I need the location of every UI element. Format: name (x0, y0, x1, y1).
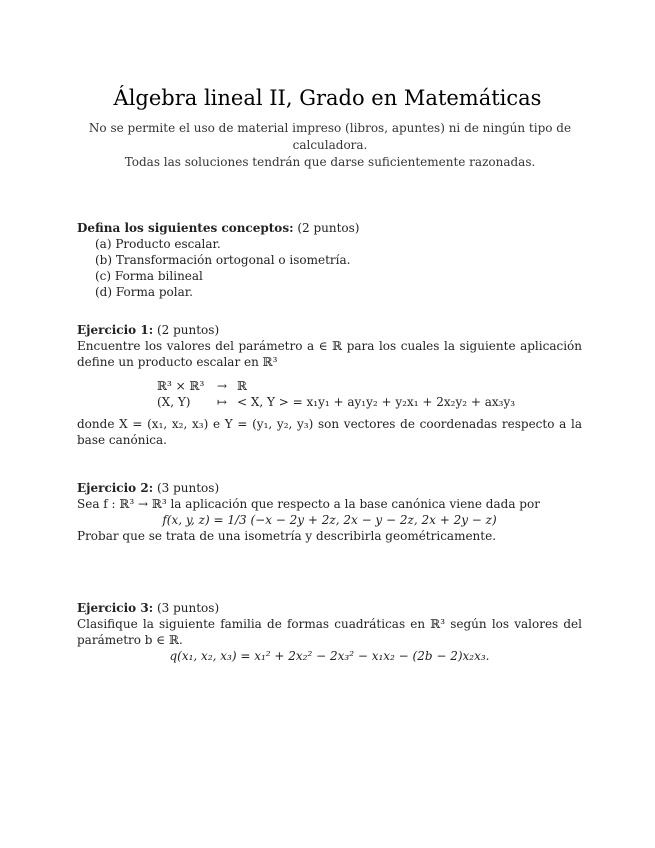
definition-item: (c) Forma bilineal (95, 269, 203, 283)
exercise-3-formula: q(x₁, x₂, x₃) = x₁² + 2x₂² − 2x₃² − x₁x₂ − (2b − 2)x₂x₃. (169, 649, 490, 663)
map-element: (X, Y) (157, 395, 191, 409)
instruction-line-1: No se permite el uso de material impreso (libros, apuntes) ni de ningún tipo de calculadora. (88, 121, 572, 152)
exam-instructions (60, 120, 600, 171)
definitions-points: (2 puntos) (297, 221, 360, 235)
exercise-1-map (157, 378, 582, 410)
definition-item: (b) Transformación ortogonal o isometría. (95, 253, 351, 267)
exercise-2-text-2: Probar que se trata de una isometría y describirla geométricamente. (77, 529, 497, 543)
definition-item: (d) Forma polar. (95, 285, 193, 299)
definition-item: (a) Producto escalar. (95, 237, 221, 251)
map-codomain: ℝ (237, 379, 247, 393)
definitions-list (77, 236, 582, 300)
exercise-2-heading: Ejercicio 2: (77, 481, 154, 495)
exercise-2 (77, 480, 582, 544)
exercise-1-text: Encuentre los valores del parámetro a ∈ ℝ para los cuales la siguiente aplicación define un producto escalar en ℝ³ (77, 339, 582, 369)
exercise-1-text-2: donde X = (x₁, x₂, x₃) e Y = (y₁, y₂, y₃) son vectores de coordenadas respecto a la base canónica. (77, 417, 582, 447)
question-definitions (77, 220, 582, 300)
map-to-arrow: ↦ (216, 395, 228, 409)
exercise-2-formula: f(x, y, z) = 1/3 (−x − 2y + 2z, 2x − y − 2z, 2x + 2y − z) (162, 513, 497, 527)
exercise-1-points: (2 puntos) (156, 323, 220, 337)
exercise-3-text: Clasifique la siguiente familia de formas cuadráticas en ℝ³ según los valores del parámetro b ∈ ℝ. (77, 617, 582, 647)
exercise-3-heading: Ejercicio 3: (77, 601, 154, 615)
exercise-1 (77, 322, 582, 448)
definitions-heading: Defina los siguientes conceptos: (77, 221, 294, 235)
exercise-3-points: (3 puntos) (156, 601, 220, 615)
map-formula: < X, Y > = x₁y₁ + ay₁y₂ + y₂x₁ + 2x₂y₂ + ax₃y₃ (237, 395, 516, 409)
map-domain: ℝ³ × ℝ³ (157, 379, 205, 393)
exercise-2-text: Sea f : ℝ³ → ℝ³ la aplicación que respecto a la base canónica viene dada por (77, 497, 540, 511)
exercise-3 (77, 600, 582, 664)
instruction-line-2: Todas las soluciones tendrán que darse suficientemente razonadas. (124, 155, 536, 169)
exercise-2-points: (3 puntos) (156, 481, 220, 495)
exam-title: Álgebra lineal II, Grado en Matemáticas (113, 86, 542, 110)
exercise-1-heading: Ejercicio 1: (77, 323, 154, 337)
map-arrow: → (216, 379, 228, 393)
